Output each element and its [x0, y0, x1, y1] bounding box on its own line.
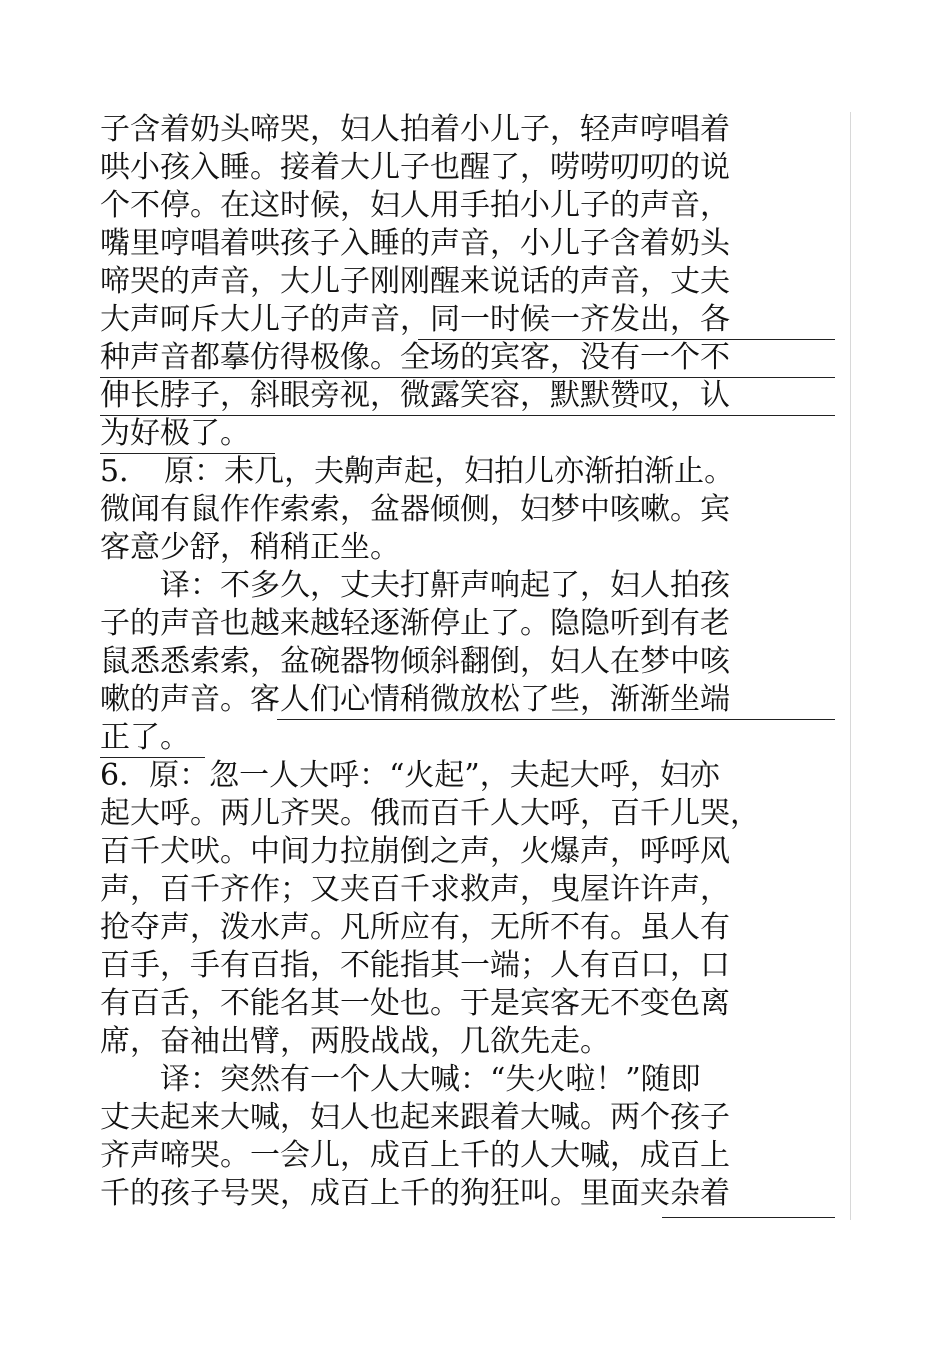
text-line: 齐声啼哭。一会儿，成百上千的人大喊，成百上 — [100, 1138, 730, 1173]
text-line: 客意少舒，稍稍正坐。 — [100, 530, 400, 565]
underline-rule — [100, 377, 835, 378]
text-line: 千的孩子号哭，成百上千的狗狂叫。里面夹杂着 — [100, 1176, 730, 1211]
text-line: 席，奋袖出臂，两股战战，几欲先走。 — [100, 1024, 610, 1059]
text-line: 译：不多久，丈夫打鼾声响起了，妇人拍孩 — [160, 568, 730, 603]
underline-rule — [100, 757, 205, 758]
text-line: 6．原：忽一人大呼：“火起”，夫起大呼，妇亦 — [100, 758, 720, 793]
text-line: 大声呵斥大儿子的声音，同一时候一齐发出，各 — [100, 302, 730, 337]
text-line: 译：突然有一个人大喊：“失火啦！”随即 — [160, 1062, 701, 1097]
text-line: 嗽的声音。客人们心情稍微放松了些，渐渐坐端 — [100, 682, 730, 717]
underline-rule — [100, 415, 835, 416]
text-line: 有百舌，不能名其一处也。于是宾客无不变色离 — [100, 986, 730, 1021]
text-line: 啼哭的声音，大儿子刚刚醒来说话的声音，丈夫 — [100, 264, 730, 299]
text-line: 子含着奶头啼哭，妇人拍着小儿子，轻声哼唱着 — [100, 112, 730, 147]
text-line: 种声音都摹仿得极像。全场的宾客，没有一个不 — [100, 340, 730, 375]
text-line: 声，百千齐作；又夹百千求救声，曳屋许许声， — [100, 872, 730, 907]
margin-rule — [850, 112, 851, 1220]
underline-rule — [277, 719, 835, 720]
underline-rule — [662, 1217, 835, 1218]
text-line: 5． 原：未几，夫齁声起，妇拍儿亦渐拍渐止。 — [100, 454, 735, 489]
text-line: 子的声音也越来越轻逐渐停止了。隐隐听到有老 — [100, 606, 730, 641]
text-line: 个不停。在这时候，妇人用手拍小儿子的声音， — [100, 188, 730, 223]
text-line: 微闻有鼠作作索索，盆器倾侧，妇梦中咳嗽。宾 — [100, 492, 730, 527]
text-line: 哄小孩入睡。接着大儿子也醒了，唠唠叨叨的说 — [100, 150, 730, 185]
text-line: 百千犬吠。中间力拉崩倒之声，火爆声，呼呼风 — [100, 834, 730, 869]
text-line: 正了。 — [100, 720, 190, 755]
text-line: 为好极了。 — [100, 416, 250, 451]
text-line: 百手，手有百指，不能指其一端；人有百口，口 — [100, 948, 730, 983]
text-line: 伸长脖子，斜眼旁视，微露笑容，默默赞叹，认 — [100, 378, 730, 413]
text-line: 抢夺声，泼水声。凡所应有，无所不有。虽人有 — [100, 910, 730, 945]
underline-rule — [418, 339, 835, 340]
text-line: 丈夫起来大喊，妇人也起来跟着大喊。两个孩子 — [100, 1100, 730, 1135]
text-line: 起大呼。两儿齐哭。俄而百千人大呼，百千儿哭， — [100, 796, 760, 831]
text-line: 嘴里哼唱着哄孩子入睡的声音，小儿子含着奶头 — [100, 226, 730, 261]
text-line: 鼠悉悉索索，盆碗器物倾斜翻倒，妇人在梦中咳 — [100, 644, 730, 679]
underline-rule — [100, 453, 275, 454]
